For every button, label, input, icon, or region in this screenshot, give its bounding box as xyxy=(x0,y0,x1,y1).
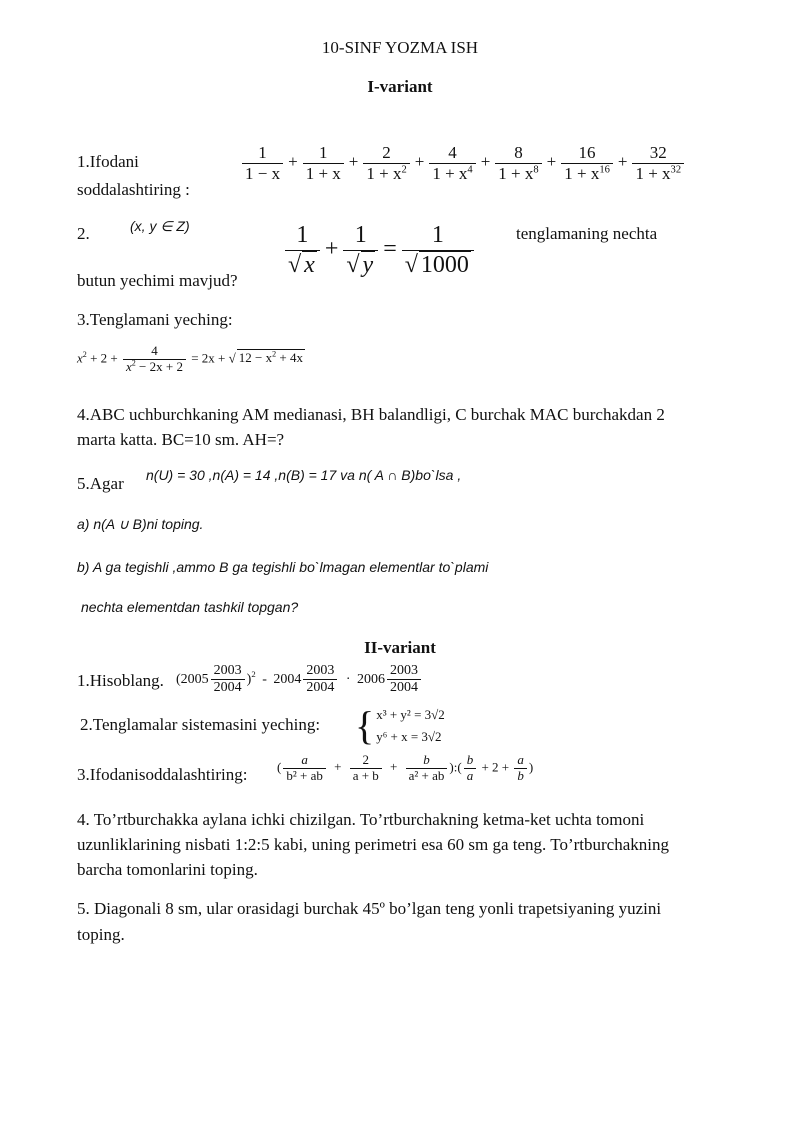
page-title: 10-SINF YOZMA ISH xyxy=(321,38,479,57)
sum-term xyxy=(561,143,613,183)
v2-q5-line2: toping. xyxy=(77,925,125,944)
sum-term xyxy=(242,143,283,183)
whole-part: 2005 xyxy=(180,671,209,687)
exponent: 8 xyxy=(533,163,539,175)
v2-q1-expression: (2005 $\frac{2003}{2004}$ )$^2$ - 2004 $\frac{2003}{2004}$ · 2006 $\frac{2003}{2004}$ xyxy=(176,663,423,696)
v1-q1-expression xyxy=(240,143,686,183)
plus-sign: + xyxy=(414,151,425,171)
frac-num: 2003 xyxy=(387,663,421,680)
v1-q1-label-line1: 1.Ifodani xyxy=(77,152,139,171)
eq-term: x xyxy=(125,358,132,374)
term-numerator: 2 xyxy=(363,143,409,164)
brace-icon: { xyxy=(355,703,375,748)
denominator-base: 1 + x xyxy=(635,163,671,183)
term-numerator: 1 xyxy=(303,143,344,164)
term-numerator: 16 xyxy=(561,143,613,164)
v1-q5-condition: n(U) = 30 ,n(A) = 14 ,n(B) = 17 va n( A ∩ B)bo`lsa , xyxy=(146,467,462,483)
frac-den: a + b xyxy=(352,767,379,783)
plus-sign: + xyxy=(288,151,298,171)
plus-sign: + xyxy=(546,151,557,171)
system-row: y⁶ + x = 3√2 xyxy=(376,729,442,744)
v1-q5-prefix: 5.Agar xyxy=(77,474,124,493)
whole-part: 2004 xyxy=(273,671,302,687)
frac-den: 2004 xyxy=(213,680,242,696)
denominator-base: 1 + x xyxy=(564,163,600,183)
exponent: 32 xyxy=(670,163,682,175)
denominator-base: 1 + x xyxy=(366,163,402,183)
denominator-base: 1 + x xyxy=(432,163,468,183)
v1-q2-number: 2. xyxy=(77,224,90,243)
frac-den: a xyxy=(466,767,474,783)
term-denominator xyxy=(495,164,541,184)
term-denominator xyxy=(242,164,283,184)
v1-q1-label-line2: soddalashtiring : xyxy=(77,180,190,199)
eq-term: 12 − x xyxy=(238,350,273,366)
denominator-base: 1 + x xyxy=(305,163,341,183)
v2-q1-text: 1.Hisoblang. xyxy=(77,671,164,690)
frac-num: 2003 xyxy=(211,663,245,680)
v2-q4-line2: uzunliklarining nisbati 1:2:5 kabi, uning perimetri esa 60 sm ga teng. To’rtburchakning xyxy=(77,835,669,854)
term-denominator xyxy=(303,164,344,184)
denominator-base: 1 − x xyxy=(245,163,281,183)
v1-q2-line2: butun yechimi mavjud? xyxy=(77,271,238,290)
sum-term xyxy=(495,143,541,183)
v2-q4-line1: 4. To’rtburchakka aylana ichki chizilgan. To’rtburchakning ketma-ket uchta tomoni xyxy=(77,810,645,829)
v1-q5-b-line2: nechta elementdan tashkil topgan? xyxy=(81,599,299,615)
eq-y: y xyxy=(362,251,374,278)
v1-q2-condition: (x, y ∈ Z) xyxy=(130,218,190,234)
v1-q4-line2: marta katta. BC=10 sm. AH=? xyxy=(77,430,285,449)
v2-q3-text: 3.Ifodanisoddalashtiring: xyxy=(77,765,248,784)
v2-q3-expression: ( $\frac{a}{\text{b² + ab}}$ + $\frac{2}{a + b}$ + $\frac{b}{\text{a² + ab}}$ ):( $\frac{b}{a}$ + 2 + $\frac{a}{b}$ ) xyxy=(277,752,534,783)
v2-q2-text: 2.Tenglamalar sistemasini yeching: xyxy=(80,715,321,734)
v2-q2-system xyxy=(355,704,445,748)
eq-frac-num: 4 xyxy=(123,344,186,360)
v1-q2-tail: tenglamaning nechta xyxy=(516,224,658,243)
plus-sign: + xyxy=(480,151,491,171)
frac-den: 2004 xyxy=(390,680,419,696)
frac-den: a² + ab xyxy=(408,767,445,783)
frac-num: 2 xyxy=(350,753,382,769)
eq-1000: 1000 xyxy=(420,251,469,278)
variant-1-heading: I-variant xyxy=(367,77,433,96)
v1-q5-b-line1: b) A ga tegishli ,ammo B ga tegishli bo`lmagan elementlar to`plami xyxy=(77,559,489,575)
eq-one: 1 xyxy=(402,222,474,251)
term-denominator xyxy=(561,164,613,184)
v1-q4-line1: 4.ABC uchburchkaning AM medianasi, BH balandligi, C burchak MAC burchakdan 2 xyxy=(77,405,665,424)
frac-num: 2003 xyxy=(303,663,337,680)
expr-term: + 2 + xyxy=(481,759,510,775)
eq-term: + 4x xyxy=(279,350,303,366)
denominator-base: 1 + x xyxy=(498,163,534,183)
eq-frac-den: − 2x + 2 xyxy=(139,358,183,374)
term-numerator: 32 xyxy=(632,143,684,164)
v2-q5-line1: 5. Diagonali 8 sm, ular orasidagi burchak 45º bo’lgan teng yonli trapetsiyaning yuzini xyxy=(77,899,662,918)
system-row: x³ + y² = 3√2 xyxy=(376,707,445,722)
term-numerator: 8 xyxy=(495,143,541,164)
v2-q4-line3: barcha tomonlarini toping. xyxy=(77,860,258,879)
frac-num: a xyxy=(283,753,326,769)
frac-num: b xyxy=(464,753,477,769)
v1-q2-equation: $\frac{1}{√ x}$ + $\frac{1}{√ y}$ = $\frac{1}{√ 1000}$ xyxy=(283,222,476,279)
frac-den: 2004 xyxy=(306,680,335,696)
sum-term xyxy=(632,143,684,183)
eq-one: 1 xyxy=(343,222,378,251)
exponent: 16 xyxy=(599,163,610,175)
eq-term: + 2 + xyxy=(90,350,118,366)
sum-term xyxy=(363,143,409,183)
sum-term xyxy=(429,143,475,183)
v1-q3-equation: $x^2 + 2$ + $\frac{4}{x^2 - 2x + 2}$ = 2x + √ $12 - x^2 + 4x$ xyxy=(77,343,303,374)
plus-sign: + xyxy=(348,151,359,171)
term-denominator xyxy=(429,164,475,184)
sum-term xyxy=(303,143,344,183)
frac-num: a xyxy=(514,753,527,769)
term-denominator xyxy=(632,164,684,184)
eq-x: x xyxy=(304,251,315,278)
v1-q3-text: 3.Tenglamani yeching: xyxy=(77,310,233,329)
v1-q5-a: a) n(A ∪ B)ni toping. xyxy=(77,516,204,532)
square-exp: 2 xyxy=(251,669,256,680)
term-numerator: 1 xyxy=(242,143,283,164)
plus-sign: + xyxy=(617,151,628,171)
exponent: 2 xyxy=(401,163,407,175)
eq-one: 1 xyxy=(285,222,320,251)
frac-den: b² + ab xyxy=(286,767,323,783)
eq-term: x xyxy=(77,350,83,366)
exponent: 4 xyxy=(467,163,473,175)
term-numerator: 4 xyxy=(429,143,475,164)
whole-part: 2006 xyxy=(357,671,386,687)
frac-num: b xyxy=(406,753,448,769)
variant-2-heading: II-variant xyxy=(364,638,436,657)
term-denominator xyxy=(363,164,409,184)
eq-term: = 2x + xyxy=(191,350,226,366)
frac-den: b xyxy=(517,767,524,783)
